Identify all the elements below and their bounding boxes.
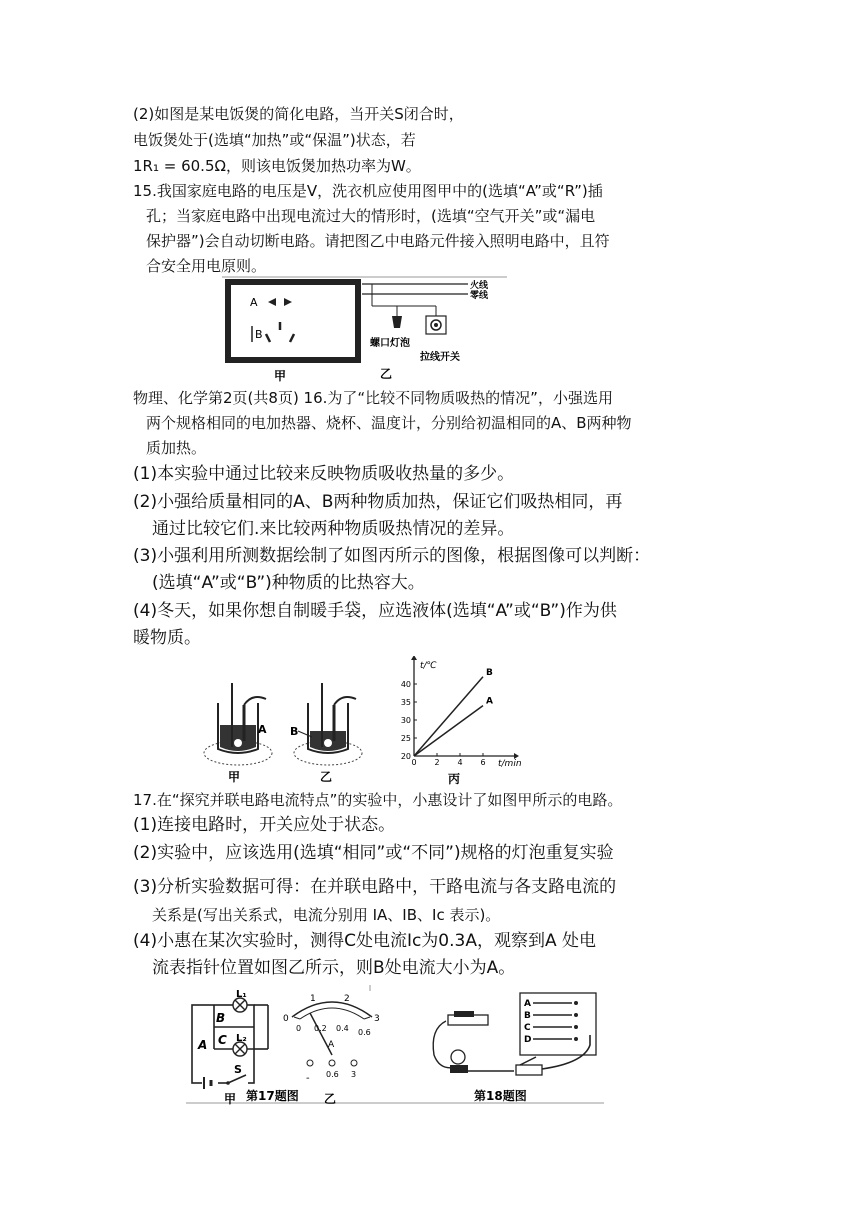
- beaker-label-a: A: [258, 723, 267, 736]
- q17-line-1: 17.在“探究并联电路电流特点”的实验中，小惠设计了如图甲所示的电路。: [133, 791, 623, 809]
- meter-label-0-6: 0.6: [358, 1028, 371, 1037]
- q15-line-2: 孔；当家庭电路中出现电流过大的情形时，(选填“空气开关”或“漏电: [146, 207, 596, 225]
- socket-label-b: B: [255, 328, 263, 341]
- q17-sub-4b: 流表指针位置如图乙所示，则B处电流大小为A。: [152, 958, 516, 978]
- q18-row-label: A: [524, 999, 531, 1009]
- chart-series-label-a: A: [486, 696, 493, 707]
- q16-line-2: 两个规格相同的电加热器、烧杯、温度计，分别给初温相同的A、B两种物: [146, 414, 632, 432]
- meter-label-0-2: 0.2: [314, 1024, 327, 1033]
- q18-terminal: [574, 1001, 578, 1005]
- q17-sub-1: (1)连接电路时，开关应处于状态。: [133, 815, 396, 835]
- q16-sub-2b: 通过比较它们.来比较两种物质吸热情况的差异。: [152, 519, 515, 539]
- lamp-l1-icon: [233, 998, 247, 1012]
- q16-sub-4a: (4)冬天，如果你想自制暖手袋，应选液体(选填“A”或“B”)作为供: [133, 601, 617, 621]
- q18-row-label: B: [524, 1011, 531, 1021]
- q14-line-1: (2)如图是某电饭煲的简化电路，当开关S闭合时，: [133, 105, 464, 123]
- chart-y-tick-label: 35: [400, 698, 411, 707]
- chart-series-label-b: B: [486, 667, 493, 678]
- q18-terminal: [574, 1025, 578, 1029]
- q17-sub-3a: (3)分析实验数据可得：在并联电路中，干路电流与各支路电流的: [133, 877, 617, 897]
- q18-caption: 第18题图: [474, 1089, 527, 1103]
- terminal-3: 3: [351, 1070, 357, 1079]
- q15-figure: [222, 276, 507, 382]
- chart-x-tick-label: 4: [457, 758, 463, 767]
- beaker-label-b: B: [290, 725, 299, 738]
- meter-label-0-4: 0.4: [336, 1024, 349, 1033]
- live-wire-label: 火线: [470, 281, 489, 291]
- socket-panel: [228, 282, 358, 360]
- q18-switch-icon: [516, 1057, 542, 1075]
- label-l2: L₂: [236, 1033, 247, 1044]
- q15-line-4: 合安全用电原则。: [146, 257, 267, 275]
- chart-series-line-b: [414, 677, 483, 756]
- pull-switch-label: 拉线开关: [420, 352, 460, 363]
- label-l1: L₁: [236, 989, 247, 1000]
- q17-q18-figure: [184, 985, 608, 1109]
- q18-terminal: [574, 1037, 578, 1041]
- beaker-b-icon: [294, 683, 362, 765]
- q16-line-3: 质加热。: [146, 439, 207, 457]
- temperature-chart: [392, 656, 522, 786]
- q18-ammeter-icon: [448, 1011, 488, 1025]
- q16-beakers-figure: [200, 675, 390, 785]
- q17-cap-yi: 乙: [324, 1092, 337, 1106]
- q16-cap-jia: 甲: [228, 770, 241, 784]
- q17-sub-4a: (4)小惠在某次实验时，测得C处电流Ic为0.3A，观察到A 处电: [133, 931, 597, 951]
- q15-cap-jia: 甲: [274, 369, 287, 382]
- chart-y-axis-label: t/℃: [420, 661, 437, 671]
- q15-cap-yi: 乙: [380, 367, 393, 381]
- chart-x-tick-label: 6: [480, 758, 486, 767]
- q18-bulb-icon: [450, 1050, 468, 1073]
- ammeter-icon: [283, 994, 380, 1084]
- q16-cap-bing: 丙: [448, 772, 461, 786]
- chart-y-tick-label: 30: [400, 716, 411, 725]
- q18-row-label: D: [524, 1035, 532, 1045]
- q18-terminal: [574, 1013, 578, 1017]
- chart-series-line-a: [414, 706, 483, 756]
- q16-line-1: 物理、化学第2页(共8页) 16.为了“比较不同物质吸热的情况”，小强选用: [133, 389, 613, 407]
- terminal-minus: -: [306, 1073, 310, 1084]
- chart-x-tick-label: 2: [434, 758, 440, 767]
- socket-label-a: A: [250, 296, 258, 309]
- chart-y-tick-label: 40: [400, 680, 411, 689]
- q16-sub-2a: (2)小强给质量相同的A、B两种物质加热，保证它们吸热相同，再: [133, 492, 623, 512]
- neutral-wire-label: 零线: [470, 291, 489, 301]
- meter-unit: A: [328, 1040, 335, 1050]
- q17-cap-jia: 甲: [224, 1092, 237, 1106]
- screw-bulb-icon: [392, 316, 402, 328]
- q14-line-3: 1R₁ = 60.5Ω，则该电饭煲加热功率为W。: [133, 157, 421, 175]
- q17-caption: 第17题图: [246, 1089, 299, 1103]
- q17-sub-2: (2)实验中，应该选用(选填“相同”或“不同”)规格的灯泡重复实验: [133, 843, 614, 863]
- lamp-l2-icon: [233, 1042, 247, 1056]
- chart-x-axis-label: t/min: [498, 759, 522, 769]
- meter-label-0-outer: 0: [283, 1014, 289, 1024]
- q15-line-3: 保护器”)会自动切断电路。请把图乙中电路元件接入照明电路中，且符: [146, 232, 610, 250]
- terminal-0-6: 0.6: [326, 1070, 339, 1079]
- chart-x-tick-label: 0: [411, 758, 417, 767]
- chart-y-tick-label: 25: [400, 734, 411, 743]
- q16-cap-yi: 乙: [320, 770, 333, 784]
- screw-bulb-label: 螺口灯泡: [370, 338, 410, 349]
- meter-label-2: 2: [344, 994, 350, 1004]
- node-label-a: A: [198, 1038, 208, 1052]
- meter-label-0-inner: 0: [296, 1024, 302, 1033]
- meter-label-3: 3: [374, 1014, 380, 1024]
- q14-line-2: 电饭煲处于(选填“加热”或“保温”)状态，若: [133, 131, 416, 149]
- chart-y-tick-label: 20: [400, 752, 411, 761]
- q16-sub-4b: 暖物质。: [133, 628, 201, 648]
- q17-sub-3b: 关系是(写出关系式，电流分别用 IA、IB、Ic 表示)。: [152, 906, 501, 924]
- node-label-b: B: [216, 1011, 226, 1025]
- q15-line-1: 15.我国家庭电路的电压是V，洗衣机应使用图甲中的(选填“A”或“R”)插: [133, 182, 603, 200]
- q18-row-label: C: [524, 1023, 531, 1033]
- q16-sub-3b: (选填“A”或“B”)种物质的比热容大。: [152, 573, 425, 593]
- node-label-c: C: [218, 1033, 227, 1047]
- chart-y-arrow-icon: [411, 656, 417, 660]
- switch-label-s: S: [234, 1063, 242, 1076]
- q16-sub-3a: (3)小强利用所测数据绘制了如图丙所示的图像，根据图像可以判断：: [133, 546, 651, 566]
- meter-label-1: 1: [310, 994, 316, 1004]
- q16-sub-1: (1)本实验中通过比较来反映物质吸收热量的多少。: [133, 464, 515, 484]
